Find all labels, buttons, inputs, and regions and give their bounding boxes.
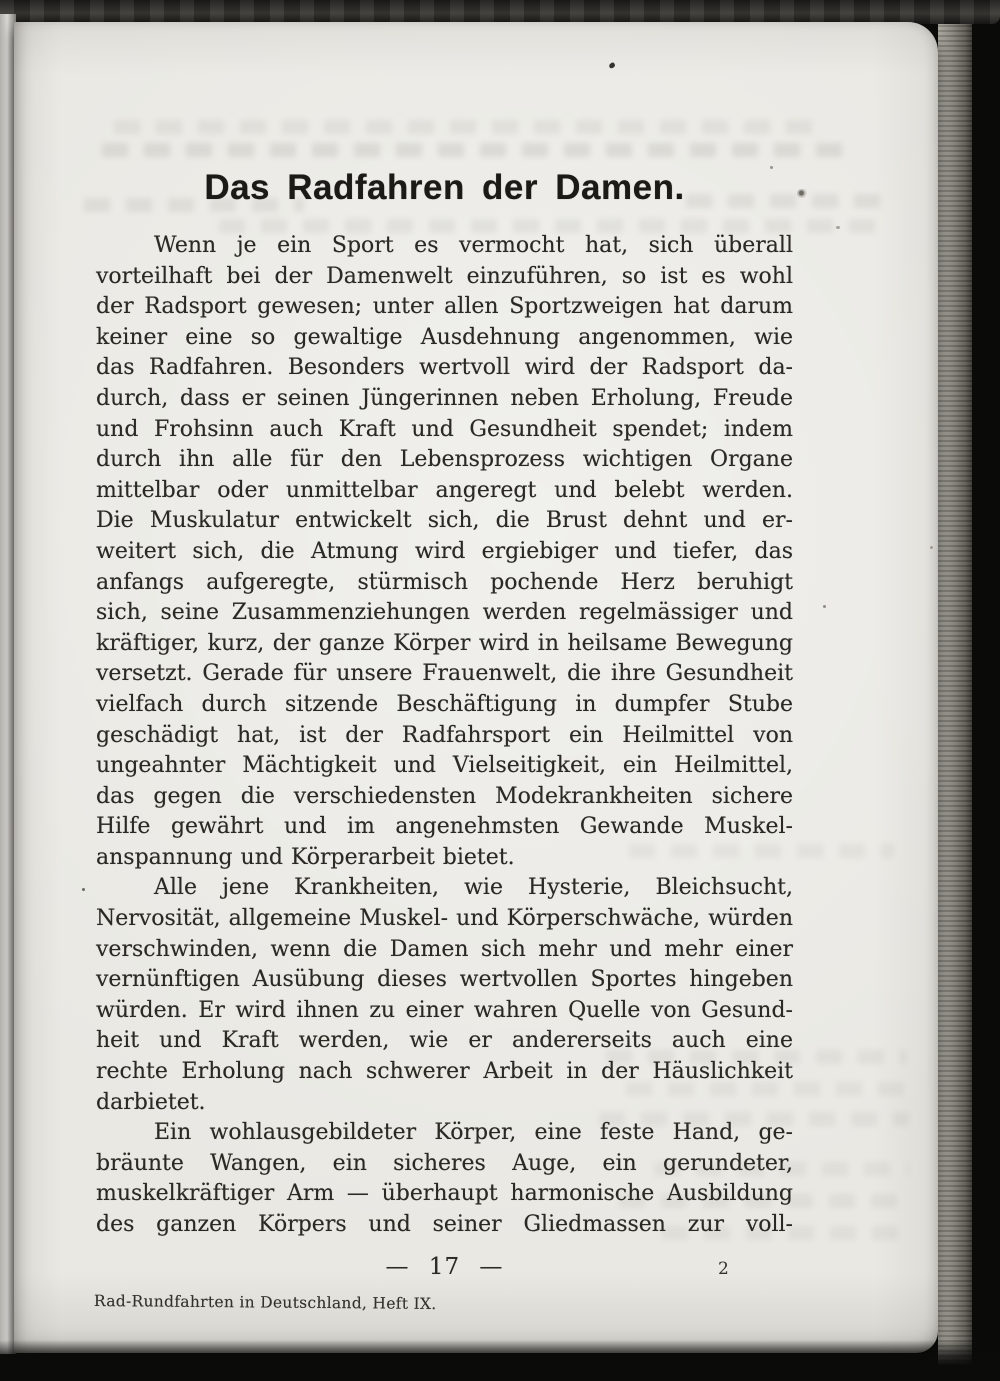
- text-line: weitert sich, die Atmung wird ergiebiger und tiefer, das: [96, 538, 793, 564]
- text-line: das Radfahren. Besonders wertvoll wird der Radsport da-: [96, 355, 793, 381]
- bleed-through-line: [102, 143, 842, 157]
- text-line: vorteilhaft bei der Damenwelt einzuführen, so ist es wohl: [96, 263, 793, 289]
- text-line: Hilfe gewährt und im angenehmsten Gewande Muskel-: [96, 814, 793, 840]
- text-line: mittelbar oder unmittelbar angeregt und belebt werden.: [96, 477, 793, 503]
- paragraph: [96, 873, 793, 1118]
- text-line: rechte Erholung nach schwerer Arbeit in der Häuslichkeit: [96, 1059, 793, 1085]
- text-line: vielfach durch sitzende Beschäftigung in dumpfer Stube: [96, 691, 793, 717]
- page-title: Das Radfahren der Damen.: [204, 168, 685, 207]
- bottom-edge-shadow: [0, 1340, 1000, 1381]
- text-line: verschwinden, wenn die Damen sich mehr und mehr einer: [96, 936, 793, 962]
- text-line: würden. Er wird ihnen zu einer wahren Quelle von Gesund-: [96, 997, 793, 1023]
- text-line: darbietet.: [96, 1089, 206, 1115]
- book-page: [14, 22, 938, 1353]
- ink-speck: [797, 189, 808, 198]
- text-line: durch, dass er seinen Jüngerinnen neben Erholung, Freude: [96, 385, 793, 411]
- ink-speck: [823, 605, 826, 608]
- footnote: Rad-Rundfahrten in Deutschland, Heft IX.: [93, 1292, 437, 1313]
- text-line: Wenn je ein Sport es vermocht hat, sich überall: [154, 233, 793, 258]
- text-line: Nervosität, allgemeine Muskel- und Körperschwäche, würden: [96, 906, 793, 932]
- ink-speck: [930, 546, 933, 549]
- text-line: Die Muskulatur entwickelt sich, die Brust dehnt und er-: [96, 508, 793, 534]
- text-line: des ganzen Körpers und seiner Gliedmassen zur voll-: [96, 1212, 793, 1237]
- text-line: keiner eine so gewaltige Ausdehnung angenommen, wie: [96, 324, 793, 350]
- text-line: der Radsport gewesen; unter allen Sportzweigen hat darum: [96, 294, 793, 320]
- text-line: und Frohsinn auch Kraft und Gesundheit spendet; indem: [96, 416, 793, 442]
- ink-speck: [836, 226, 840, 229]
- text-line: geschädigt hat, ist der Radfahrsport ein Heilmittel von: [96, 722, 793, 748]
- text-line: ungeahnter Mächtigkeit und Vielseitigkeit, ein Heilmittel,: [96, 753, 793, 779]
- text-line: das gegen die verschiedensten Modekrankheiten sichere: [96, 783, 793, 809]
- paragraph: [96, 1118, 793, 1240]
- body-text: [96, 231, 793, 1241]
- paragraph: [96, 231, 793, 873]
- bleed-through-line: [114, 120, 824, 134]
- text-line: kräftiger, kurz, der ganze Körper wird in heilsame Bewegung: [96, 630, 793, 656]
- book-cover-top-edge: [0, 0, 1000, 24]
- text-line: anfangs aufgeregte, stürmisch pochende Herz beruhigt: [96, 569, 793, 595]
- ink-speck: [82, 888, 85, 891]
- text-line: bräunte Wangen, ein sicheres Auge, ein gerundeter,: [96, 1150, 793, 1176]
- page-number: — 17 —: [385, 1254, 504, 1280]
- signature-mark: 2: [718, 1259, 729, 1279]
- text-line: muskelkräftiger Arm — überhaupt harmonische Ausbildung: [96, 1181, 793, 1207]
- text-line: durch ihn alle für den Lebensprozess wichtigen Organe: [96, 447, 793, 473]
- text-line: versetzt. Gerade für unsere Frauenwelt, die ihre Gesundheit: [96, 661, 793, 687]
- text-line: vernünftigen Ausübung dieses wertvollen Sportes hingeben: [96, 967, 793, 993]
- text-line: heit und Kraft werden, wie er andererseits auch eine: [96, 1028, 793, 1054]
- text-line: sich, seine Zusammenziehungen werden regelmässiger und: [96, 600, 793, 626]
- text-line: anspannung und Körperarbeit bietet.: [96, 844, 515, 870]
- text-line: Ein wohlausgebildeter Körper, eine feste Hand, ge-: [154, 1120, 793, 1146]
- ink-speck: [608, 62, 616, 69]
- text-line: Alle jene Krankheiten, wie Hysterie, Bleichsucht,: [154, 875, 793, 901]
- book-cover-right-edge: [938, 4, 972, 1372]
